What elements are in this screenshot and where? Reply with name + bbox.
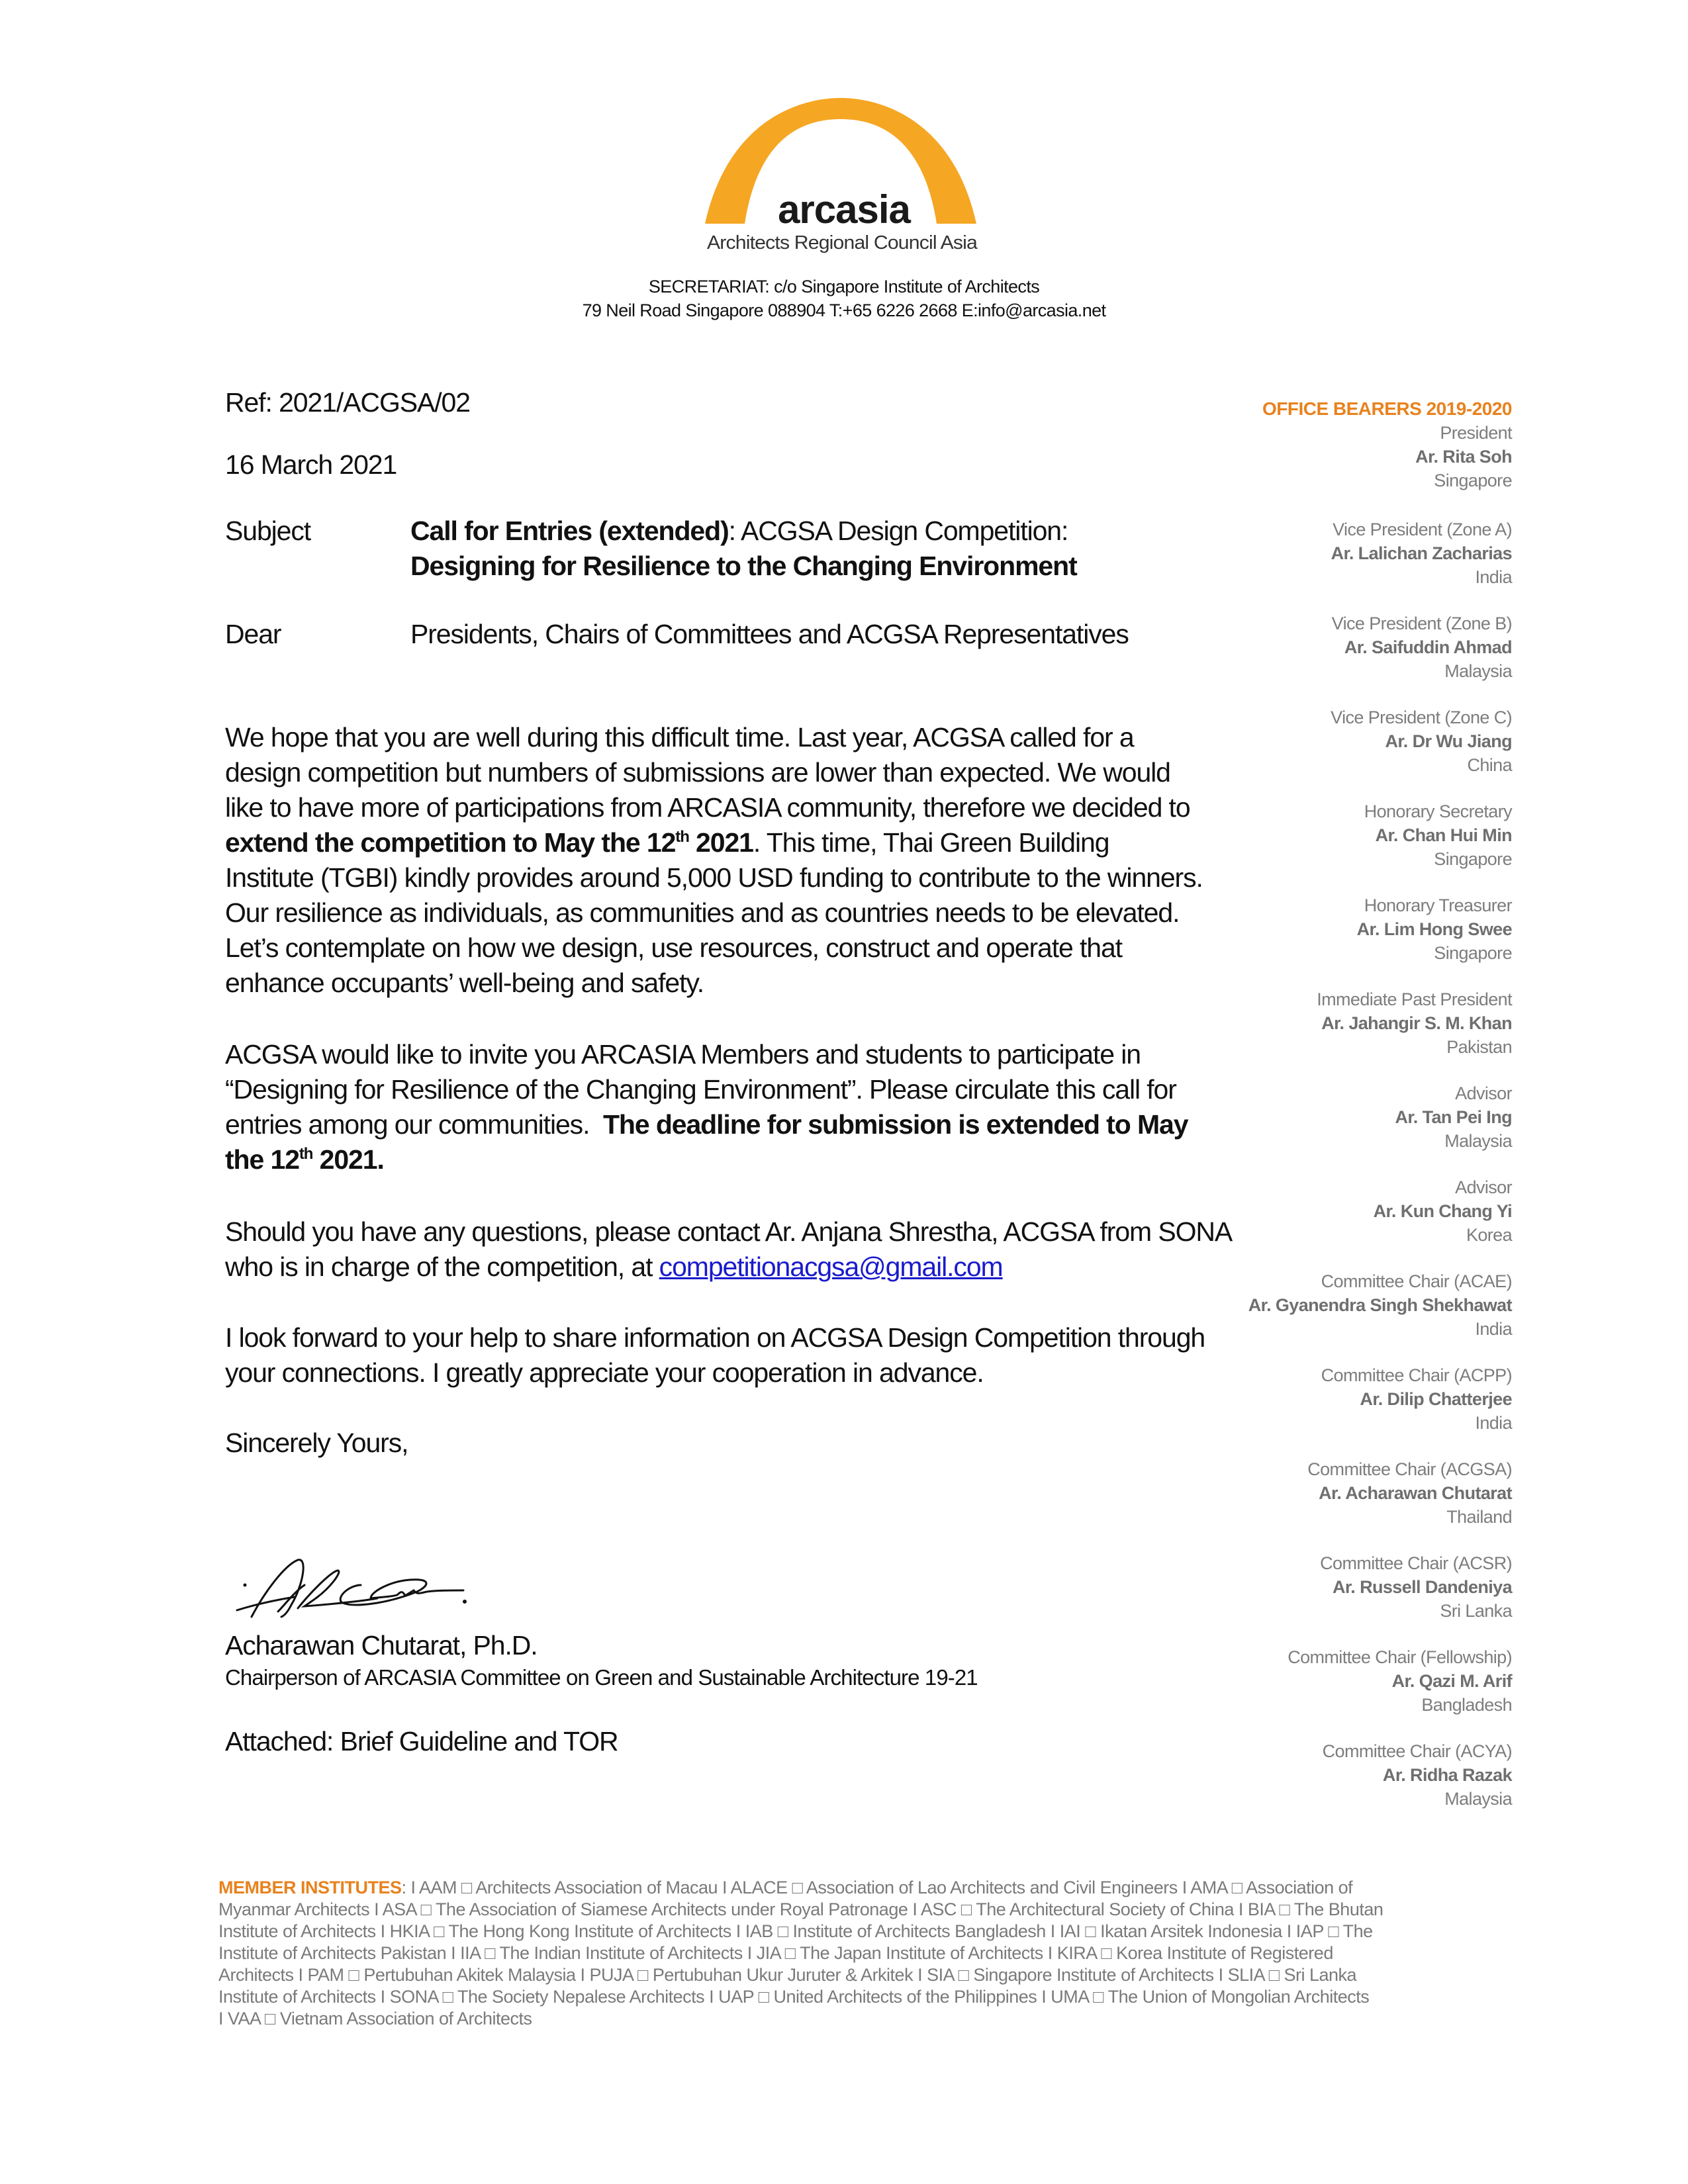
office-bearer-entry <box>1049 705 1512 777</box>
deadline-bold: The deadline for submission is extended to May <box>602 1109 1188 1140</box>
office-bearer-role: Honorary Secretary <box>1364 801 1512 821</box>
para2-text: entries among our communities. <box>225 1109 603 1140</box>
office-bearer-country: Sri Lanka <box>1440 1601 1512 1621</box>
subject-line-1 <box>410 514 1068 549</box>
office-bearer-role: Honorary Treasurer <box>1364 895 1512 915</box>
subject-line-2 <box>410 549 1077 584</box>
para3-line: Should you have any questions, please contact Ar. Anjana Shrestha, ACGSA from SONA <box>225 1216 1233 1247</box>
ordinal-sup: th <box>675 828 689 846</box>
reference-number: Ref: 2021/ACGSA/02 <box>225 387 470 418</box>
para2-line <box>225 1107 1188 1142</box>
member-institutes-title: MEMBER INSTITUTES <box>218 1878 402 1897</box>
office-bearer-name: Ar. Saifuddin Ahmad <box>1344 637 1512 657</box>
office-bearer-country: Malaysia <box>1444 1131 1512 1151</box>
office-bearer-entry <box>1049 1363 1512 1435</box>
footer-text: Institute of Architects I HKIA □ The Hong Kong Institute of Architects I IAB □ Institute of Architects Bangladesh I IAI □ Ikatan Arsitek Indonesia I IAP □ The <box>218 1921 1373 1941</box>
arcasia-logo <box>702 93 980 258</box>
extension-year-bold: 2021 <box>688 827 753 858</box>
footer-line <box>218 1899 1435 1921</box>
office-bearer-role: Vice President (Zone B) <box>1331 614 1512 633</box>
footer-text: Institute of Architects Pakistan I IIA □ The Indian Institute of Architects I JIA □ The Japan Institute of Architects I KIRA □ Korea Institute of Registered <box>218 1943 1333 1963</box>
para1-line: We hope that you are well during this difficult time. Last year, ACGSA called for a <box>225 722 1134 752</box>
para2-line <box>225 1142 1188 1177</box>
footer-text: : I AAM □ Architects Association of Macau I ALACE □ Association of Lao Architects and Civil Engineers I AMA □ Association of <box>401 1878 1353 1897</box>
office-bearer-country: Thailand <box>1446 1507 1512 1527</box>
office-bearer-role: Committee Chair (ACYA) <box>1322 1741 1512 1761</box>
para1-line: design competition but numbers of submissions are lower than expected. We would <box>225 757 1170 788</box>
para4-line: your connections. I greatly appreciate your cooperation in advance. <box>225 1357 984 1388</box>
office-bearer-country: Malaysia <box>1444 1789 1512 1809</box>
secretariat-line-1: SECRETARIAT: c/o Singapore Institute of Architects <box>648 277 1040 296</box>
deadline-year-bold: 2021. <box>312 1144 384 1175</box>
office-bearer-role: Immediate Past President <box>1317 989 1512 1009</box>
deadline-bold: the 12 <box>225 1144 299 1175</box>
office-bearer-country: Singapore <box>1434 471 1512 490</box>
para2-line: ACGSA would like to invite you ARCASIA Members and students to participate in <box>225 1039 1141 1069</box>
office-bearer-entry <box>1049 799 1512 871</box>
office-bearer-name: Ar. Lim Hong Swee <box>1356 919 1512 939</box>
arch-icon <box>702 93 980 258</box>
office-bearer-entry <box>1049 518 1512 589</box>
para2-line: “Designing for Resilience of the Changing Environment”. Please circulate this call for <box>225 1074 1176 1105</box>
office-bearer-role: Committee Chair (ACAE) <box>1321 1271 1512 1291</box>
footer-line <box>218 2008 1435 2030</box>
office-bearer-name: Ar. Jahangir S. M. Khan <box>1321 1013 1512 1033</box>
office-bearer-entry <box>1049 987 1512 1059</box>
footer-line <box>218 1986 1435 2008</box>
subject-bold: Call for Entries (extended) <box>410 516 729 546</box>
attachments-note: Attached: Brief Guideline and TOR <box>225 1726 618 1756</box>
para1-line: like to have more of participations from ARCASIA community, therefore we decided to <box>225 792 1190 823</box>
office-bearer-country: India <box>1475 1413 1512 1433</box>
paragraph-invite <box>225 1037 1188 1177</box>
dear-label: Dear <box>225 619 281 649</box>
office-bearer-country: India <box>1475 567 1512 587</box>
office-bearer-role: Committee Chair (ACSR) <box>1320 1553 1512 1573</box>
footer-text: I VAA □ Vietnam Association of Architects <box>218 2009 532 2028</box>
office-bearer-role: President <box>1440 423 1512 443</box>
para1-line: enhance occupants’ well-being and safety. <box>225 968 704 998</box>
para1-line: Our resilience as individuals, as communities and as countries needs to be elevated. <box>225 897 1180 928</box>
logo-tagline: Architects Regional Council Asia <box>707 232 978 253</box>
signer-title: Chairperson of ARCASIA Committee on Green and Sustainable Architecture 19-21 <box>225 1665 978 1690</box>
office-bearer-role: Vice President (Zone A) <box>1333 520 1512 539</box>
office-bearer-name: Ar. Dilip Chatterjee <box>1360 1389 1512 1409</box>
office-bearer-country: Bangladesh <box>1421 1695 1512 1715</box>
footer-text: Myanmar Architects I ASA □ The Association of Siamese Architects under Royal Patronage I ASC □ The Architectural Society of China I BIA □ The Bhutan <box>218 1899 1383 1919</box>
para1-line: Institute (TGBI) kindly provides around 5,000 USD funding to contribute to the winners. <box>225 862 1203 893</box>
office-bearer-country: Pakistan <box>1446 1037 1512 1057</box>
office-bearer-country: Malaysia <box>1444 661 1512 681</box>
office-bearer-entry <box>1049 1551 1512 1623</box>
office-bearer-name: Ar. Russell Dandeniya <box>1332 1577 1512 1597</box>
office-bearer-name: Ar. Lalichan Zacharias <box>1331 543 1512 563</box>
office-bearer-entry <box>1049 1175 1512 1247</box>
letter-date: 16 March 2021 <box>225 449 397 480</box>
office-bearer-entry <box>1049 421 1512 492</box>
signer-name: Acharawan Chutarat, Ph.D. <box>225 1630 538 1661</box>
office-bearer-name: Ar. Kun Chang Yi <box>1373 1201 1512 1221</box>
extension-date-bold: extend the competition to May the 12 <box>225 827 676 858</box>
dear-recipients: Presidents, Chairs of Committees and ACGSA Representatives <box>410 619 1129 649</box>
office-bearer-name: Ar. Gyanendra Singh Shekhawat <box>1248 1295 1512 1315</box>
secretariat-line-2: 79 Neil Road Singapore 088904 T:+65 6226 2668 E:info@arcasia.net <box>582 300 1106 320</box>
office-bearers-sidebar <box>1049 397 1512 1811</box>
subject-rest: : ACGSA Design Competition: <box>728 516 1068 546</box>
office-bearer-entry <box>1049 1081 1512 1153</box>
footer-line <box>218 1921 1435 1942</box>
office-bearer-role: Committee Chair (ACGSA) <box>1307 1459 1512 1479</box>
office-bearer-role: Vice President (Zone C) <box>1331 707 1512 727</box>
office-bearers-list <box>1049 421 1512 1811</box>
ordinal-sup: th <box>299 1145 313 1163</box>
office-bearer-country: China <box>1467 755 1512 775</box>
office-bearer-entry <box>1049 1457 1512 1529</box>
office-bearer-role: Committee Chair (ACPP) <box>1321 1365 1512 1385</box>
logo-word: arcasia <box>778 187 910 232</box>
footer-line <box>218 1942 1435 1964</box>
handwritten-signature <box>232 1552 470 1625</box>
office-bearer-role: Committee Chair (Fellowship) <box>1288 1647 1512 1667</box>
office-bearer-name: Ar. Tan Pei Ing <box>1395 1107 1512 1127</box>
office-bearer-name: Ar. Chan Hui Min <box>1375 825 1512 845</box>
footer-line <box>218 1964 1435 1986</box>
office-bearer-entry <box>1049 1739 1512 1811</box>
office-bearer-country: Singapore <box>1434 849 1512 869</box>
office-bearer-country: Korea <box>1466 1225 1512 1245</box>
office-bearer-entry <box>1049 612 1512 683</box>
office-bearers-title: OFFICE BEARERS 2019-2020 <box>1262 398 1512 419</box>
office-bearer-entry <box>1049 1645 1512 1717</box>
office-bearer-country: Singapore <box>1434 943 1512 963</box>
office-bearer-name: Ar. Qazi M. Arif <box>1391 1671 1512 1691</box>
para4-line: I look forward to your help to share information on ACGSA Design Competition through <box>225 1322 1205 1353</box>
para3-text: who is in charge of the competition, at <box>225 1251 659 1282</box>
contact-email-link[interactable]: competitionacgsa@gmail.com <box>659 1251 1003 1282</box>
office-bearer-name: Ar. Dr Wu Jiang <box>1385 731 1512 751</box>
office-bearer-country: India <box>1475 1319 1512 1339</box>
footer-line <box>218 1877 1435 1899</box>
office-bearer-entry <box>1049 893 1512 965</box>
subject-title: Designing for Resilience to the Changing Environment <box>410 551 1077 581</box>
footer-text: Architects I PAM □ Pertubuhan Akitek Malaysia I PUJA □ Pertubuhan Ukur Juruter & Arkitek I SIA □ Singapore Institute of Architects I SLIA □ Sri Lanka <box>218 1965 1357 1985</box>
office-bearer-name: Ar. Rita Soh <box>1415 447 1512 467</box>
office-bearer-name: Ar. Ridha Razak <box>1382 1765 1512 1785</box>
office-bearer-role: Advisor <box>1455 1177 1512 1197</box>
para1-line: Let’s contemplate on how we design, use resources, construct and operate that <box>225 933 1122 963</box>
para1-text: . This time, Thai Green Building <box>753 827 1109 858</box>
member-institutes-footer <box>218 1877 1435 2030</box>
subject-label: Subject <box>225 516 311 546</box>
office-bearer-entry <box>1049 1269 1512 1341</box>
closing-salutation: Sincerely Yours, <box>225 1428 408 1458</box>
office-bearer-role: Advisor <box>1455 1083 1512 1103</box>
office-bearer-name: Ar. Acharawan Chutarat <box>1319 1483 1512 1503</box>
footer-text: Institute of Architects I SONA □ The Society Nepalese Architects I UAP □ United Architects of the Philippines I UMA □ The Union of Mongolian Architects <box>218 1987 1370 2007</box>
